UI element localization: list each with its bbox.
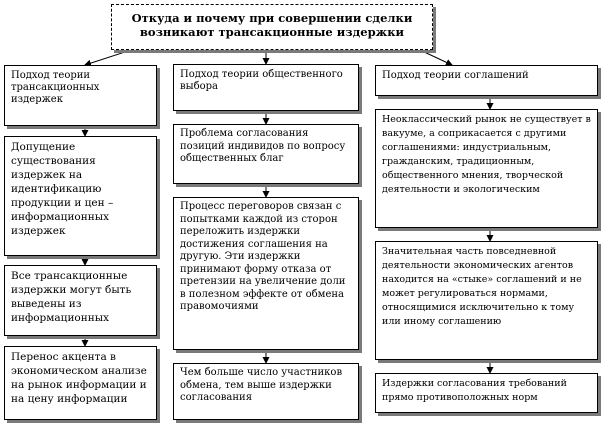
col3-item-3: Издержки согласования требований прямо противоположных норм bbox=[375, 373, 598, 413]
col3-item-2: Значительная часть повседневной деятельности экономических агентов находится на «стыке» соглашений и не может регулироваться нормами, относящимися исключительно к тому или иному соглашению bbox=[375, 241, 598, 360]
col3-heading: Подход теории соглашений bbox=[375, 65, 598, 96]
diagram-title: Откуда и почему при совершении сделки возникают трансакционные издержки bbox=[111, 4, 433, 50]
arrow-title-to-col3 bbox=[420, 50, 452, 65]
col1-item-2: Все трансакционные издержки могут быть выведены из информационных bbox=[4, 265, 157, 336]
arrow-title-to-col1 bbox=[85, 50, 131, 65]
col2-item-1: Проблема согласования позиций индивидов по вопросу общественных благ bbox=[173, 124, 359, 184]
col1-item-3: Перенос акцента в экономическом анализе на рынок информации и на цену информации bbox=[4, 346, 157, 420]
col1-item-1: Допущение существования издержек на идентификацию продукции и цен – информационных издержек bbox=[4, 136, 157, 256]
col3-item-1: Неоклассический рынок не существует в вакууме, а соприкасается с другими соглашениями: индустриальным, гражданским, традиционным, общественного мнения, творческой деятельности и экологическим bbox=[375, 109, 598, 228]
col2-item-3: Чем больше число участников обмена, тем выше издержки согласования bbox=[173, 363, 359, 420]
col2-item-2: Процесс переговоров связан с попытками каждой из сторон переложить издержки достижения соглашения на другую. Эти издержки принимают форму отказа от претензии на увеличение доли в полезном эффекте от обмена правомочиями bbox=[173, 197, 359, 350]
col1-heading: Подход теории трансакционных издержек bbox=[4, 65, 157, 126]
col2-heading: Подход теории общественного выбора bbox=[173, 64, 359, 111]
